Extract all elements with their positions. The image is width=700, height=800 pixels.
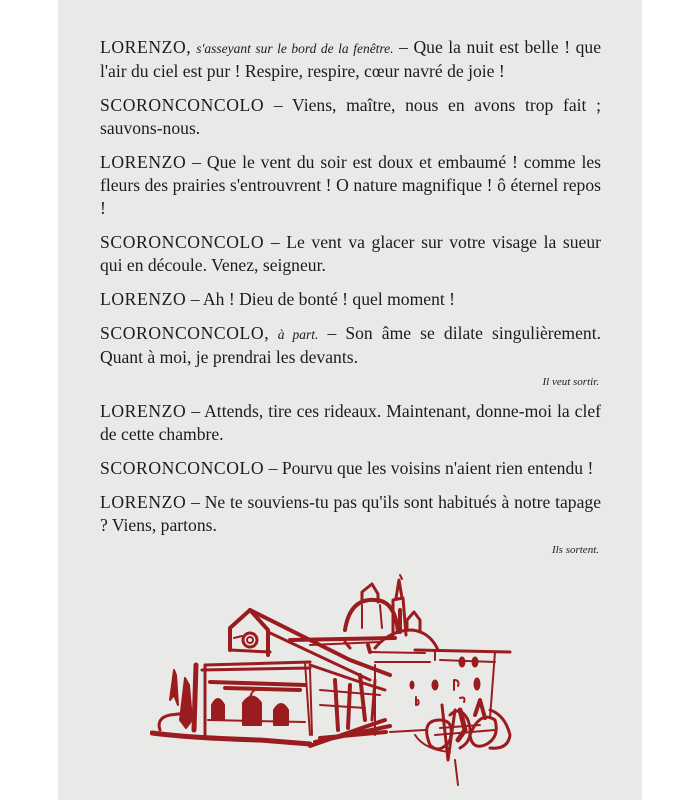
stage-direction-exit: Ils sortent. — [551, 544, 599, 556]
dash: – — [186, 289, 203, 309]
speaker-name: LORENZO — [100, 289, 187, 309]
speech-lorenzo-2 — [100, 151, 601, 220]
dialogue-text — [100, 36, 601, 568]
stage-direction: à part. — [277, 327, 319, 342]
dash: – — [186, 152, 207, 172]
speaker-name: SCORONCONCOLO — [100, 232, 265, 252]
speaker-name: SCORONCONCOLO — [100, 95, 265, 115]
separator: , — [186, 37, 191, 57]
speech-lorenzo-5 — [100, 491, 601, 537]
speaker-name: LORENZO — [100, 401, 187, 421]
stage-direction-exit-attempt: Il veut sortir. — [542, 376, 599, 388]
dash: – — [393, 37, 414, 57]
speech-line: Son âme se dilate singulièrement. Quant à moi, je prendrai les devants. — [100, 323, 602, 367]
separator: , — [264, 323, 269, 343]
speech-scoronconcolo-1 — [100, 94, 601, 140]
speech-line: Que le vent du soir est doux et embaumé ! comme les fleurs des prairies s'entrouvrent ! O nature magnifique ! ô éternel repos ! — [100, 152, 601, 218]
dash: – — [186, 492, 205, 512]
speaker-name: LORENZO — [100, 492, 187, 512]
speech-line: Viens, maître, nous en avons trop fait ; sauvons-nous. — [100, 95, 602, 138]
dash: – — [264, 232, 287, 252]
dash: – — [186, 401, 205, 421]
speech-lorenzo-4 — [100, 400, 601, 446]
speech-lorenzo-1 — [100, 36, 601, 83]
stage-direction: s'asseyant sur le bord de la fenêtre. — [196, 41, 394, 56]
speech-line: Attends, tire ces rideaux. Maintenant, donne-moi la clef de cette chambre. — [100, 401, 601, 444]
speech-lorenzo-3 — [100, 288, 601, 311]
speech-scoronconcolo-3 — [100, 322, 601, 369]
cityscape-sketch-icon — [150, 570, 550, 800]
speech-scoronconcolo-4 — [100, 457, 601, 480]
dash: – — [318, 323, 346, 343]
speaker-name: LORENZO — [100, 37, 187, 57]
speech-line: Le vent va glacer sur votre visage la sueur qui en découle. Venez, seigneur. — [100, 232, 602, 275]
dash: – — [264, 95, 293, 115]
speech-scoronconcolo-2 — [100, 231, 601, 277]
speech-line: Pourvu que les voisins n'aient rien entendu ! — [281, 458, 594, 478]
speaker-name: LORENZO — [100, 152, 187, 172]
cityscape-illustration — [150, 570, 550, 800]
speech-line: Ne te souviens-tu pas qu'ils sont habitués à notre tapage ? Viens, partons. — [100, 492, 601, 535]
speech-line: Ah ! Dieu de bonté ! quel moment ! — [202, 289, 456, 309]
speaker-name: SCORONCONCOLO — [100, 323, 265, 343]
speech-line: Que la nuit est belle ! que l'air du ciel est pur ! Respire, respire, cœur navré de joie ! — [100, 37, 602, 81]
dash: – — [264, 458, 282, 478]
speaker-name: SCORONCONCOLO — [100, 458, 265, 478]
